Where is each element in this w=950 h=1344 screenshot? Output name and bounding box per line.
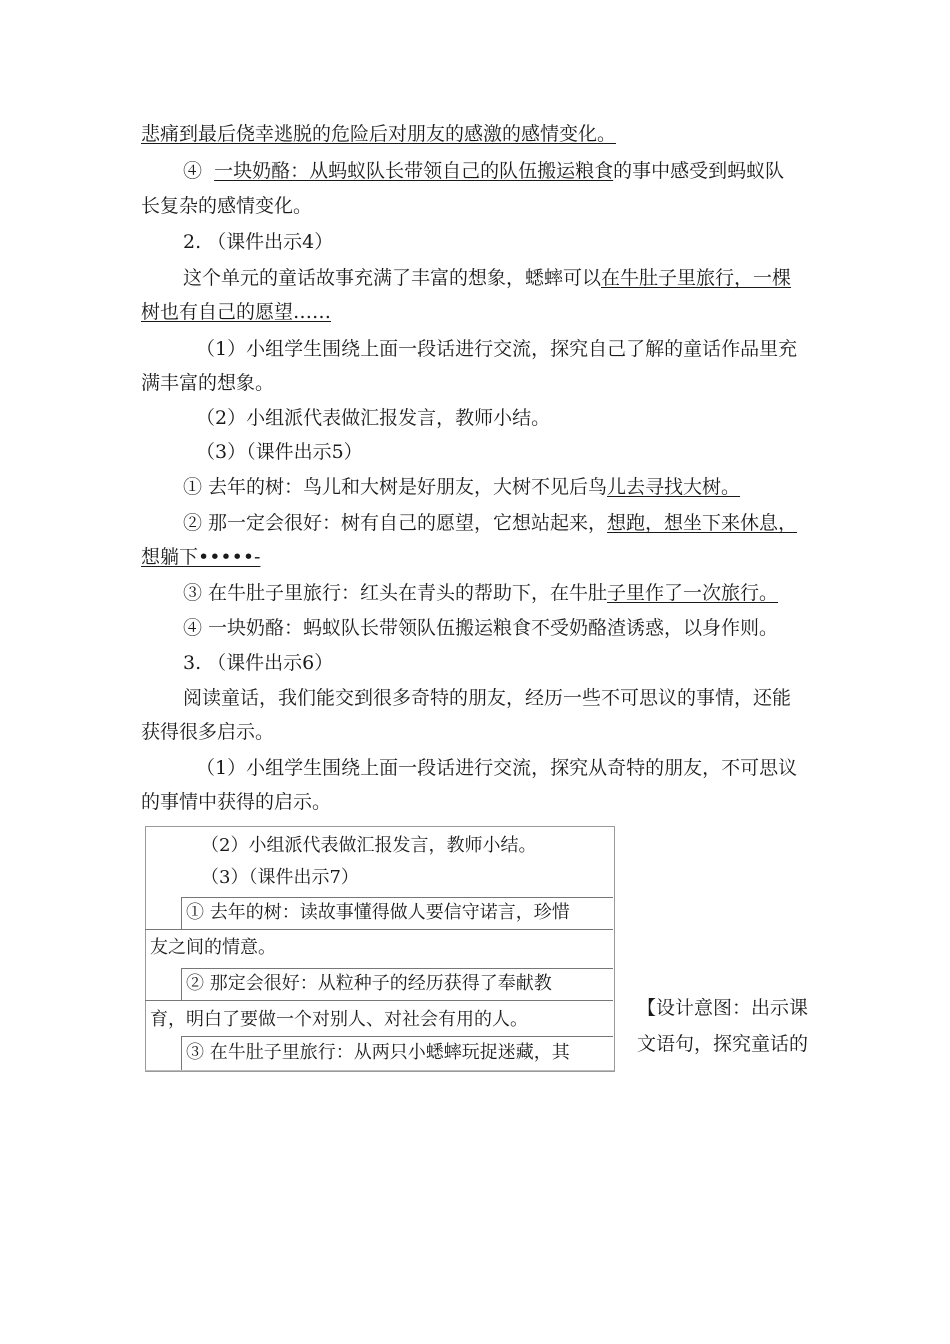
text-line: （1）小组学生围绕上面一段话进行交流，探究自己了解的童话作品里充 <box>196 338 798 360</box>
text-span: ③ 在牛肚子里旅行：红头在青头的帮助下，在牛肚 <box>183 582 608 604</box>
text-line <box>183 266 791 290</box>
table-text: 友之间的情意。 <box>150 937 276 958</box>
text-line: （2）小组派代表做汇报发言，教师小结。 <box>196 407 551 429</box>
table-text: 育，明白了要做一个对别人、对社会有用的人。 <box>150 1009 528 1030</box>
table-text: （2）小组派代表做汇报发言，教师小结。 <box>201 835 537 856</box>
table-rule <box>181 968 613 969</box>
underlined-text: 一块奶酪：从蚂蚁队长带领自己的队伍搬运粮食 <box>214 160 614 182</box>
text-line: 阅读童话，我们能交到很多奇特的朋友，经历一些不可思议的事情，还能 <box>183 687 792 709</box>
table-text: ① 去年的树：读故事懂得做人要信守诺言，珍惜 <box>186 902 570 923</box>
section-heading: 3. （课件出示6） <box>183 652 334 674</box>
table-rule <box>181 1036 613 1037</box>
table-bottom-line <box>145 1070 614 1071</box>
table-text: （3）（课件出示7） <box>201 867 359 888</box>
design-intent-note: 文语句，探究童话的 <box>637 1033 809 1055</box>
underlined-text: 儿去寻找大树。 <box>607 476 741 498</box>
text-line: 的事情中获得的启示。 <box>141 791 332 813</box>
text-line: 想躺下•••••- <box>141 546 261 568</box>
text-span: ② 那一定会很好：树有自己的愿望，它想站起来， <box>183 512 608 534</box>
text-line <box>183 159 784 183</box>
design-intent-note: 【设计意图：出示课 <box>637 997 809 1019</box>
text-line: ④ 一块奶酪：蚂蚁队长带领队伍搬运粮食不受奶酪渣诱惑，以身作则。 <box>183 617 779 639</box>
table-text: ② 那定会很好：从粒种子的经历获得了奉献教 <box>186 973 552 994</box>
text-line: （3）（课件出示5） <box>196 441 363 463</box>
table-rule <box>145 1000 613 1001</box>
text-line: （1）小组学生围绕上面一段话进行交流，探究从奇特的朋友，不可思议 <box>196 757 798 779</box>
text-line: 树也有自己的愿望…… <box>141 301 332 323</box>
table-divider <box>181 1036 182 1070</box>
text-line <box>183 581 778 605</box>
text-span: ① 去年的树：鸟儿和大树是好朋友，大树不见后鸟 <box>183 476 608 498</box>
text-line: 悲痛到最后侥幸逃脱的危险后对朋友的感激的感情变化。 <box>141 123 617 145</box>
table-rule <box>145 929 613 930</box>
table-text: ③ 在牛肚子里旅行：从两只小蟋蟀玩捉迷藏，其 <box>186 1042 570 1063</box>
list-number: ④ <box>183 160 203 182</box>
text-line: 满丰富的想象。 <box>141 372 275 394</box>
text-line: 获得很多启示。 <box>141 721 275 743</box>
underlined-text: 想跑，想坐下来休息， <box>607 512 798 534</box>
text-span: 的事中感受到蚂蚁队 <box>613 160 785 182</box>
text-line <box>183 475 740 499</box>
text-line <box>183 511 797 535</box>
text-line: 长复杂的感情变化。 <box>141 195 313 217</box>
table-divider <box>181 897 182 929</box>
section-heading: 2. （课件出示4） <box>183 231 334 253</box>
underlined-text: 在牛肚子里旅行，一棵 <box>601 267 792 289</box>
text-span: 这个单元的童话故事充满了丰富的想象，蟋蟀可以 <box>183 267 602 289</box>
table-divider <box>181 968 182 1000</box>
table-rule <box>181 897 613 898</box>
underlined-text: 子里作了一次旅行。 <box>607 582 779 604</box>
